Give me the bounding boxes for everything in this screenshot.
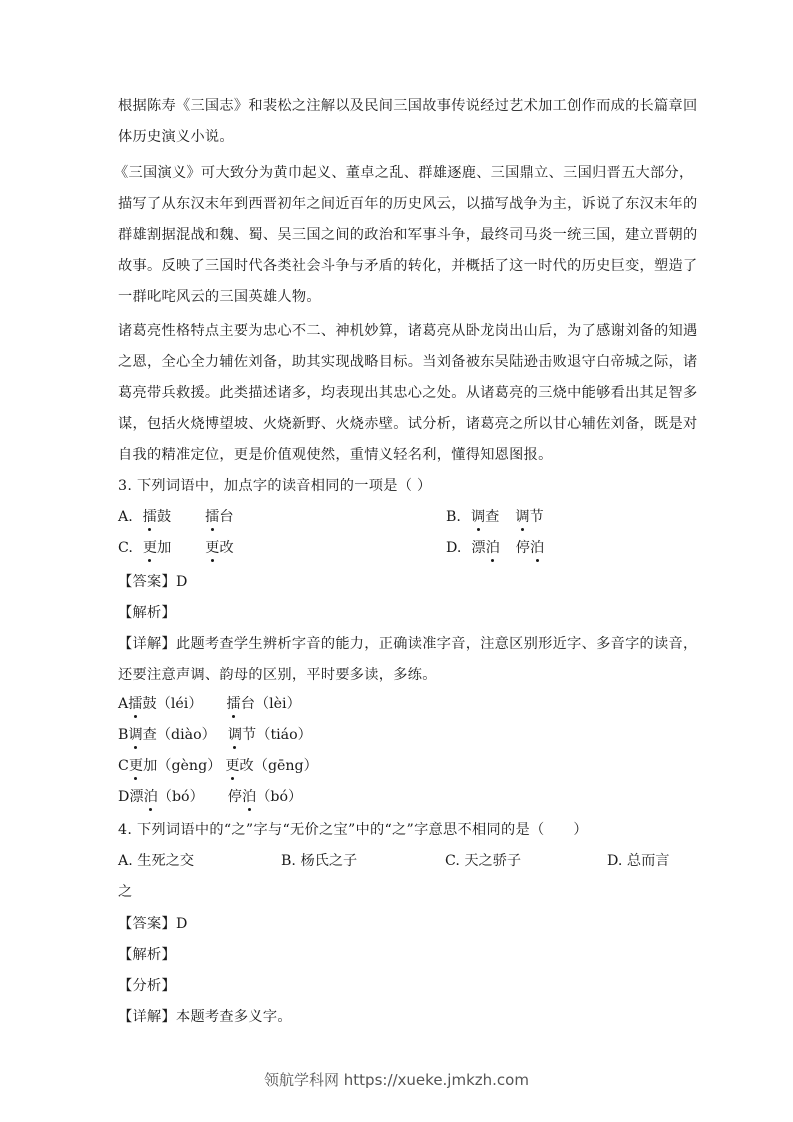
q4-analysis2-heading: 【分析】: [118, 978, 176, 994]
emphasis-dot-char: 泊: [485, 540, 500, 556]
passage-line: 葛亮带兵救援。此类描述诸多，均表现出其忠心之处。从诸葛亮的三烧中能够看出其足智多: [118, 385, 698, 401]
q4-option-d: D. 总而言: [607, 853, 670, 869]
passage-line: 《三国演义》可大致分为黄巾起义、董卓之乱、群雄逐鹿、三国鼎立、三国归晋五大部分，: [114, 165, 694, 181]
passage-line: 诸葛亮性格特点主要为忠心不二、神机妙算，诸葛亮从卧龙岗出山后，为了感谢刘备的知遇: [118, 323, 698, 339]
emphasis-dot-char: 泊: [530, 540, 545, 556]
passage-line: 根据陈寿《三国志》和裴松之注解以及民间三国故事传说经过艺术加工创作而成的长篇章回: [118, 98, 698, 114]
q4-analysis-heading: 【解析】: [118, 947, 176, 963]
q3-detail: 【详解】此题考查学生辨析字音的能力，正确读准字音，注意区别形近字、多音字的读音，: [118, 636, 698, 652]
answer-value: D: [175, 916, 188, 932]
emphasis-dot-char: 调: [470, 509, 486, 525]
emphasis-dot-char: 擂: [142, 509, 157, 525]
q4-answer: 【答案】D: [118, 916, 188, 932]
q4-detail: 【详解】本题考查多义字。: [118, 1009, 292, 1025]
q4-option-d-wrap: 之: [118, 884, 133, 900]
passage-line: 故事。反映了三国时代各类社会斗争与矛盾的转化，并概括了这一时代的历史巨变，塑造了: [118, 258, 698, 274]
q3-option-c: C. 更加 更改: [118, 540, 234, 556]
q3-option-b: B. 调查 调节: [446, 509, 544, 525]
q4-option-a: A. 生死之交: [118, 853, 195, 869]
passage-line: 谋，包括火烧博望坡、火烧新野、火烧赤壁。试分析，诸葛亮之所以甘心辅佐刘备，既是对: [118, 416, 698, 432]
q3-reading-b: B调查（diào） 调节（tiáo）: [118, 727, 312, 743]
passage-line: 体历史演义小说。: [118, 129, 234, 145]
q3-analysis-heading: 【解析】: [118, 605, 176, 621]
passage-line: 之恩，全心全力辅佐刘备，助其实现战略目标。当刘备被东吴陆逊击败退守白帝城之际，诸: [118, 354, 698, 370]
q4-option-c: C. 天之骄子: [445, 853, 522, 869]
passage-line: 自我的精准定位，更是价值观使然，重情义轻名利，懂得知恩图报。: [118, 447, 553, 463]
q3-detail-cont: 还要注意声调、韵母的区别，平时要多读，多练。: [118, 667, 437, 683]
q3-option-d: D. 漂泊 停泊: [446, 540, 545, 556]
passage-line: 描写了从东汉末年到西晋初年之间近百年的历史风云，以描写战争为主，诉说了东汉末年的: [118, 196, 698, 212]
emphasis-dot-char: 擂: [205, 509, 220, 525]
passage-line: 一群叱咤风云的三国英雄人物。: [118, 289, 321, 305]
emphasis-dot-char: 更: [205, 540, 220, 556]
q3-option-a: A. 擂鼓 擂台: [118, 509, 234, 525]
q3-answer: 【答案】D: [118, 574, 188, 590]
answer-value: D: [175, 574, 188, 590]
q3-reading-a: A擂鼓（léi） 擂台（lèi）: [118, 696, 301, 712]
q3-reading-d: D漂泊（bó） 停泊（bó）: [118, 789, 303, 805]
passage-line: 群雄割据混战和魏、蜀、吴三国之间的政治和军事斗争，最终司马炎一统三国，建立晋朝的: [118, 227, 698, 243]
q4-option-b: B. 杨氏之子: [281, 853, 358, 869]
q3-reading-c: C更加（gèng） 更改（gēng）: [118, 758, 318, 774]
question-3-stem: 3. 下列词语中，加点字的读音相同的一项是（ ）: [118, 478, 432, 494]
emphasis-dot-char: 更: [142, 540, 158, 556]
footer-watermark: 领航学科网 https://xueke.jmkzh.com: [264, 1071, 529, 1089]
question-4-stem: 4. 下列词语中的“之”字与“无价之宝”中的“之”字意思不相同的是（ ）: [118, 822, 588, 838]
emphasis-dot-char: 调: [515, 509, 530, 525]
